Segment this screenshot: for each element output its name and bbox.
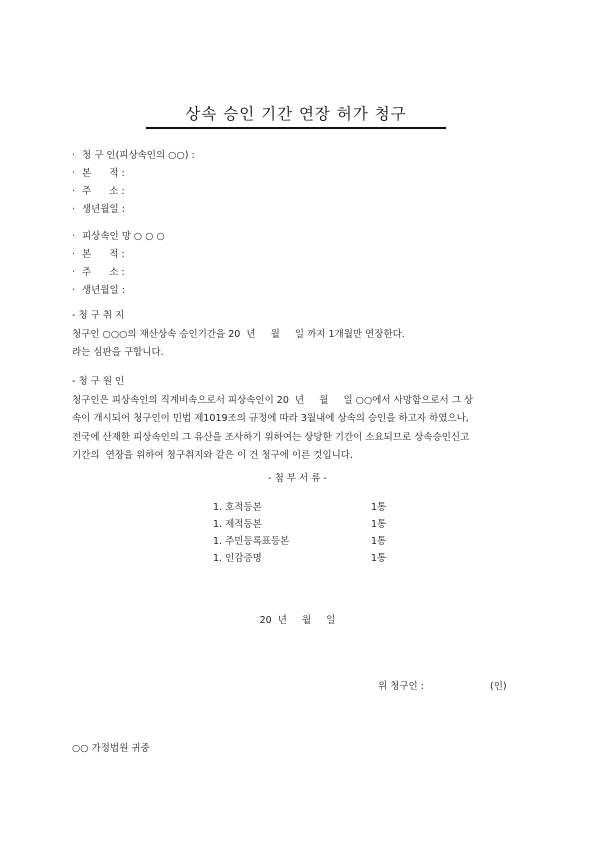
attachment-item xyxy=(213,550,393,568)
bullet-dot: · xyxy=(72,249,76,260)
bullet-dot: · xyxy=(72,150,76,161)
decedent-birthdate-line: · 생년월일 : xyxy=(72,282,165,300)
title-underline xyxy=(146,127,446,129)
claimant-section xyxy=(72,147,195,219)
attachment-qty: 1통 xyxy=(371,553,387,564)
purpose-heading: - 청 구 취 지 xyxy=(72,310,125,321)
attachment-item xyxy=(213,499,393,517)
attachment-name: 1. 인감증명 xyxy=(213,553,262,564)
decedent-address-line: · 주 소 : xyxy=(72,264,165,282)
purpose-section xyxy=(72,307,532,363)
attachment-name: 1. 호적등본 xyxy=(213,502,262,513)
court-addressee: ○○ 가정법원 귀중 xyxy=(72,743,150,754)
claimant-domicile-line: · 본 적 : xyxy=(72,165,195,183)
attachment-qty: 1통 xyxy=(371,519,387,530)
attachment-item xyxy=(213,516,393,534)
cause-line: 속이 개시되어 청구인이 민법 제1019조의 규정에 따라 3월내에 상속의 승인을 하고자 하였으나, xyxy=(72,413,469,424)
filing-date: 20 년 월 일 xyxy=(259,615,336,626)
claimant-birthdate-line: · 생년월일 : xyxy=(72,201,195,219)
claimant-address-line: · 주 소 : xyxy=(72,183,195,201)
decedent-section xyxy=(72,228,165,300)
attachment-name: 1. 주민등록표등본 xyxy=(213,536,290,547)
cause-heading: - 청 구 원 인 xyxy=(72,376,125,387)
cause-line: 청구인은 피상속인의 직계비속으로서 피상속인이 20 년 월 일 ○○에서 사망함으로서 그 상 xyxy=(72,394,474,406)
cause-line: 기간의 연장을 위하여 청구취지와 같은 이 건 청구에 이른 것입니다. xyxy=(72,450,353,461)
cause-line: 전국에 산재한 피상속인의 그 유산을 조사하기 위하여는 상당한 기간이 소요되므로 상속승인신고 xyxy=(72,431,470,443)
signature-label: 위 청구인 : xyxy=(378,681,424,692)
bullet-dot: · xyxy=(72,204,76,215)
bullet-dot: · xyxy=(72,231,76,242)
bullet-dot: · xyxy=(72,168,76,179)
document-title: 상속 승인 기간 연장 허가 청구 xyxy=(185,105,407,123)
purpose-line: 청구인 ○○○의 재산상속 승인기간을 20 년 월 일 까지 1개월만 연장한다. xyxy=(72,328,405,340)
claimant-name-line: · 청 구 인(피상속인의 ○○) : xyxy=(72,147,195,165)
attachment-qty: 1통 xyxy=(371,536,387,547)
seal-placeholder: (인) xyxy=(490,681,507,692)
bullet-dot: · xyxy=(72,267,76,278)
cause-section xyxy=(72,373,532,466)
attachment-name: 1. 제적등본 xyxy=(213,519,262,530)
decedent-name-line: · 피상속인 망 ○ ○ ○ xyxy=(72,228,165,246)
attachment-qty: 1통 xyxy=(371,502,387,513)
purpose-line: 라는 심판을 구합니다. xyxy=(72,347,164,358)
attachment-item xyxy=(213,533,393,551)
attachments-heading: - 첨 부 서 류 - xyxy=(268,473,327,484)
decedent-domicile-line: · 본 적 : xyxy=(72,246,165,264)
bullet-dot: · xyxy=(72,186,76,197)
bullet-dot: · xyxy=(72,285,76,296)
